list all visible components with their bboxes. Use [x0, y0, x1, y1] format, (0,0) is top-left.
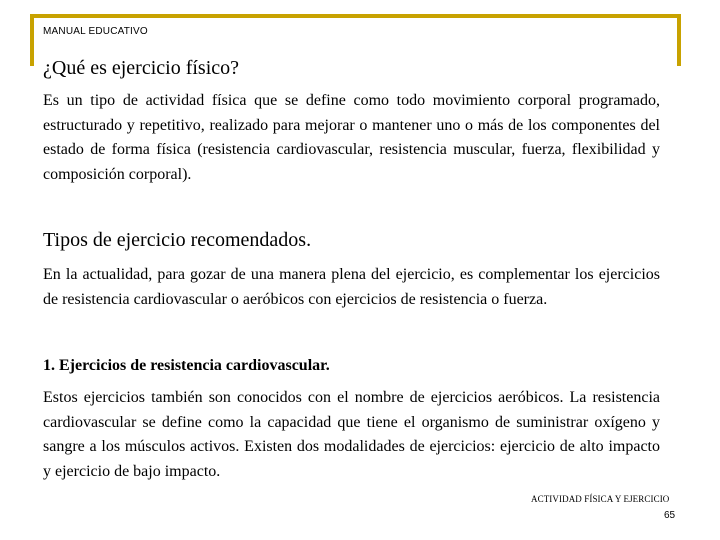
subsection-title: 1. Ejercicios de resistencia cardiovascular. [43, 357, 330, 374]
manual-header-label: MANUAL EDUCATIVO [43, 26, 148, 37]
footer-label: ACTIVIDAD FÍSICA Y EJERCICIO [531, 494, 670, 504]
section-title: Tipos de ejercicio recomendados. [43, 229, 312, 251]
header-frame-left-rule [30, 14, 34, 66]
section-paragraph: En la actualidad, para gozar de una manera plena del ejercicio, es complementar los ejercicios de resistencia cardiovascular o aeróbicos con ejercicios de resistencia o fuerza. [43, 266, 660, 308]
header-frame-top-rule [30, 14, 680, 18]
page-title: ¿Qué es ejercicio físico? [43, 57, 240, 79]
page-number: 65 [664, 510, 676, 521]
subsection-paragraph: Estos ejercicios también son conocidos con el nombre de ejercicios aeróbicos. La resistencia cardiovascular se define como la capacidad que tiene el organismo de suministrar oxígeno y sangre a los músculos activos. Existen dos modalidades de ejercicios: ejercicio de alto impacto y ejercicio de bajo impacto. [43, 389, 660, 480]
intro-paragraph: Es un tipo de actividad física que se define como todo movimiento corporal programado, estructurado y repetitivo, realizado para mejorar o mantener uno o más de los componentes del estado de forma física (resistencia cardiovascular, resistencia muscular, fuerza, flexibilidad y composición corporal). [43, 92, 660, 183]
header-frame-right-rule [677, 14, 681, 66]
